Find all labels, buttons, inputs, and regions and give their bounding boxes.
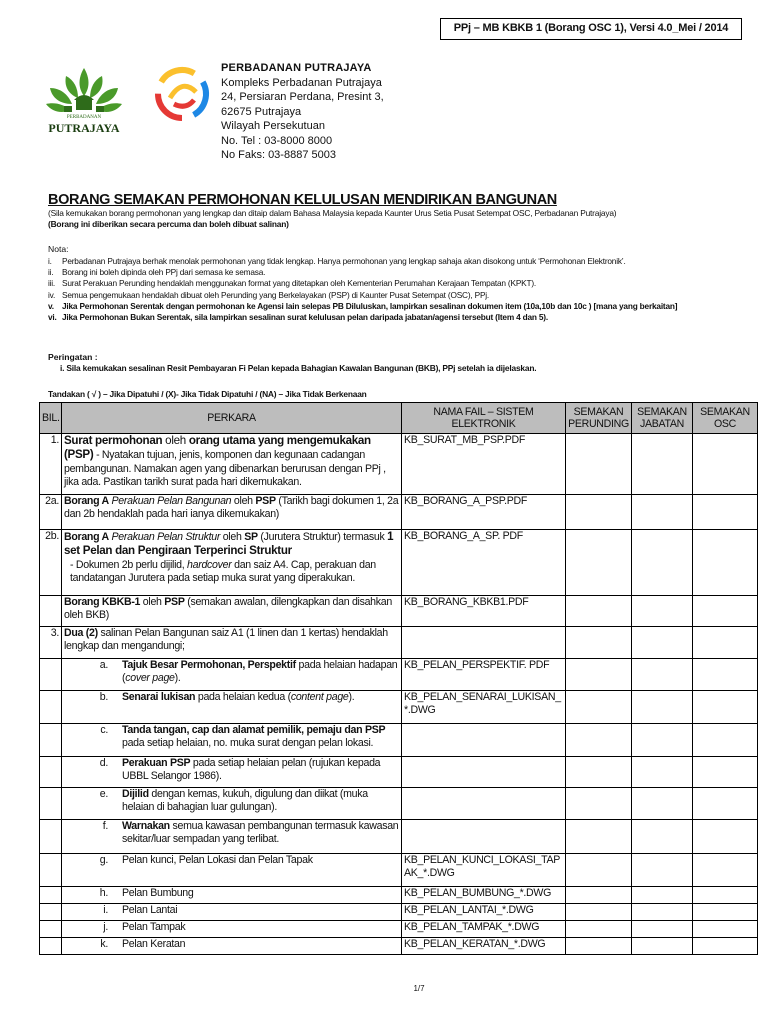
check-jabatan-cell[interactable] (632, 854, 693, 887)
table-row (40, 596, 758, 627)
org-line3: 62675 Putrajaya (221, 105, 302, 118)
row-description: j. Pelan Tampak (62, 921, 402, 938)
check-perunding-cell[interactable] (566, 691, 632, 724)
table-row (40, 434, 758, 495)
osc-logo-icon (152, 64, 212, 124)
row-file-name: KB_BORANG_A_PSP.PDF (402, 495, 566, 530)
row-number (40, 938, 62, 955)
check-perunding-cell[interactable] (566, 659, 632, 691)
row-number: 1. (40, 434, 62, 495)
check-perunding-cell[interactable] (566, 788, 632, 820)
table-row (40, 788, 758, 820)
table-row (40, 530, 758, 596)
form-title: BORANG SEMAKAN PERMOHONAN KELULUSAN MENDIRIKAN BANGUNAN (48, 192, 557, 208)
row-file-name: KB_PELAN_TAMPAK_*.DWG (402, 921, 566, 938)
org-line4: Wilayah Persekutuan (221, 120, 325, 132)
org-line1: Kompleks Perbadanan Putrajaya (221, 76, 382, 89)
check-jabatan-cell[interactable] (632, 724, 693, 757)
row-file-name (402, 820, 566, 854)
row-file-name (402, 788, 566, 820)
row-number (40, 820, 62, 854)
form-code-box (440, 18, 742, 40)
header-nama-fail: NAMA FAIL – SISTEM ELEKTRONIK (402, 403, 566, 434)
row-file-name (402, 627, 566, 659)
header-bil: BIL. (40, 403, 62, 434)
row-number (40, 788, 62, 820)
row-file-name: KB_PELAN_LANTAI_*.DWG (402, 904, 566, 921)
form-code: PPj – MB KBKB 1 (Borang OSC 1), Versi 4.0_Mei / 2014 (453, 22, 729, 34)
org-fax: No Faks: 03-8887 5003 (221, 149, 336, 161)
table-row (40, 724, 758, 757)
check-perunding-cell[interactable] (566, 530, 632, 596)
organization-address (221, 61, 384, 163)
org-name: PERBADANAN PUTRAJAYA (221, 62, 372, 74)
org-line2: 24, Persiaran Perdana, Presint 3, (221, 91, 384, 103)
check-jabatan-cell[interactable] (632, 921, 693, 938)
check-osc-cell[interactable] (693, 820, 758, 854)
check-osc-cell[interactable] (693, 854, 758, 887)
table-row (40, 757, 758, 788)
row-number (40, 904, 62, 921)
check-perunding-cell[interactable] (566, 820, 632, 854)
check-perunding-cell[interactable] (566, 757, 632, 788)
row-description: k. Pelan Keratan (62, 938, 402, 955)
form-subtitle-instructions: (Sila kemukakan borang permohonan yang lengkap dan ditaip dalam Bahasa Malaysia kepada Kaunter Urus Setia Pusat Setempat OSC, Perbadanan Putrajaya) (48, 208, 617, 218)
check-jabatan-cell[interactable] (632, 691, 693, 724)
row-file-name: KB_PELAN_PERSPEKTIF. PDF (402, 659, 566, 691)
check-perunding-cell[interactable] (566, 627, 632, 659)
row-description: b. Senarai lukisan pada helaian kedua (content page). (62, 691, 402, 724)
header-semakan-jabatan: SEMAKAN JABATAN (632, 403, 693, 434)
check-perunding-cell[interactable] (566, 495, 632, 530)
nota-item: iii. Surat Perakuan Perunding hendaklah menggunakan format yang ditetapkan oleh Kementerian Perumahan Kerajaan Tempatan (KPKT). (48, 278, 537, 289)
table-row (40, 938, 758, 955)
peringatan-item: i. Sila kemukakan sesalinan Resit Pembayaran Fi Pelan kepada Bahagian Kawalan Bangunan (BKB), PPj setelah ia dijelaskan. (60, 363, 537, 373)
row-file-name: KB_BORANG_KBKB1.PDF (402, 596, 566, 627)
row-number (40, 921, 62, 938)
row-number: 3. (40, 627, 62, 659)
row-file-name: KB_PELAN_KERATAN_*.DWG (402, 938, 566, 955)
table-row (40, 904, 758, 921)
check-osc-cell[interactable] (693, 788, 758, 820)
check-perunding-cell[interactable] (566, 938, 632, 955)
check-osc-cell[interactable] (693, 530, 758, 596)
check-jabatan-cell[interactable] (632, 627, 693, 659)
check-perunding-cell[interactable] (566, 596, 632, 627)
row-description: a. Tajuk Besar Permohonan, Perspektif pada helaian hadapan (cover page). (62, 659, 402, 691)
row-description: g. Pelan kunci, Pelan Lokasi dan Pelan Tapak (62, 854, 402, 887)
table-row (40, 495, 758, 530)
row-number (40, 691, 62, 724)
table-row (40, 691, 758, 724)
check-jabatan-cell[interactable] (632, 659, 693, 691)
check-osc-cell[interactable] (693, 904, 758, 921)
table-row (40, 854, 758, 887)
row-description: e. Dijilid dengan kemas, kukuh, digulung dan diikat (muka helaian di bahagian luar gulungan). (62, 788, 402, 820)
row-number (40, 596, 62, 627)
nota-item: iv. Semua pengemukaan hendaklah dibuat oleh Perunding yang Berkelayakan (PSP) di Kaunter Pusat Setempat (OSC), PPj. (48, 289, 490, 300)
nota-item: v. Jika Permohonan Serentak dengan permohonan ke Agensi lain selepas PB Diluluskan, lampirkan sesalinan dokumen item (10a,10b dan 10c ) [mana yang berkaitan] (48, 300, 678, 311)
check-osc-cell[interactable] (693, 757, 758, 788)
row-description: c. Tanda tangan, cap dan alamat pemilik, pemaju dan PSP pada setiap helaian, no. muka surat dengan pelan lokasi. (62, 724, 402, 757)
row-number (40, 757, 62, 788)
check-jabatan-cell[interactable] (632, 904, 693, 921)
check-osc-cell[interactable] (693, 887, 758, 904)
row-number (40, 659, 62, 691)
row-number: 2b. (40, 530, 62, 596)
row-file-name: KB_SURAT_MB_PSP.PDF (402, 434, 566, 495)
table-row (40, 820, 758, 854)
check-osc-cell[interactable] (693, 596, 758, 627)
check-perunding-cell[interactable] (566, 887, 632, 904)
table-row (40, 627, 758, 659)
check-osc-cell[interactable] (693, 691, 758, 724)
check-jabatan-cell[interactable] (632, 938, 693, 955)
row-description: Borang A Perakuan Pelan Bangunan oleh PSP (Tarikh bagi dokumen 1, 2a dan 2b hendaklah pada hari ianya dikemukakan) (62, 495, 402, 530)
check-osc-cell[interactable] (693, 659, 758, 691)
row-description: i. Pelan Lantai (62, 904, 402, 921)
nota-item: ii. Borang ini boleh dipinda oleh PPj dari semasa ke semasa. (48, 267, 266, 278)
page-number: 1/7 (413, 984, 425, 993)
nota-list (48, 256, 748, 323)
check-osc-cell[interactable] (693, 627, 758, 659)
table-header-row (40, 403, 758, 434)
check-perunding-cell[interactable] (566, 921, 632, 938)
org-tel: No. Tel : 03-8000 8000 (221, 134, 333, 147)
form-subtitle-free: (Borang ini diberikan secara percuma dan boleh dibuat salinan) (48, 219, 289, 229)
peringatan-label: Peringatan : (48, 352, 98, 362)
table-row (40, 887, 758, 904)
check-jabatan-cell[interactable] (632, 530, 693, 596)
nota-item: i. Perbadanan Putrajaya berhak menolak permohonan yang tidak lengkap. Hanya permohonan yang lengkap sahaja akan disokong untuk ‘Permohonan Elektronik’. (48, 256, 626, 266)
row-description: Borang KBKB-1 oleh PSP (semakan awalan, dilengkapkan dan disahkan oleh BKB) (62, 596, 402, 627)
check-osc-cell[interactable] (693, 724, 758, 757)
row-description: h. Pelan Bumbung (62, 887, 402, 904)
check-jabatan-cell[interactable] (632, 757, 693, 788)
header-semakan-perunding: SEMAKAN PERUNDING (566, 403, 632, 434)
row-number: 2a. (40, 495, 62, 530)
check-jabatan-cell[interactable] (632, 820, 693, 854)
marking-legend: Tandakan ( √ ) – Jika Dipatuhi / (X)- Jika Tidak Dipatuhi / (NA) – Jika Tidak Berkenaan (48, 389, 367, 399)
header-perkara: PERKARA (62, 403, 402, 434)
checklist-table (39, 402, 758, 955)
row-file-name: KB_PELAN_SENARAI_LUKISAN_*.DWG (402, 691, 566, 724)
nota-item: vi. Jika Permohonan Bukan Serentak, sila lampirkan sesalinan surat kelulusan pelan daripada jabatan/agensi tersebut (Item 4 dan 5). (48, 312, 548, 323)
nota-label: Nota: (48, 244, 69, 254)
row-file-name (402, 757, 566, 788)
check-jabatan-cell[interactable] (632, 788, 693, 820)
row-description: d. Perakuan PSP pada setiap helaian pelan (rujukan kepada UBBL Selangor 1986). (62, 757, 402, 788)
check-osc-cell[interactable] (693, 495, 758, 530)
check-jabatan-cell[interactable] (632, 887, 693, 904)
row-number (40, 887, 62, 904)
check-perunding-cell[interactable] (566, 434, 632, 495)
table-row (40, 659, 758, 691)
row-file-name (402, 724, 566, 757)
row-file-name: KB_PELAN_BUMBUNG_*.DWG (402, 887, 566, 904)
row-description: Dua (2) salinan Pelan Bangunan saiz A1 (1 linen dan 1 kertas) hendaklah lengkap dan mengandungi; (62, 627, 402, 659)
check-jabatan-cell[interactable] (632, 434, 693, 495)
check-jabatan-cell[interactable] (632, 596, 693, 627)
check-jabatan-cell[interactable] (632, 495, 693, 530)
table-row (40, 921, 758, 938)
header-semakan-osc: SEMAKAN OSC (693, 403, 758, 434)
check-perunding-cell[interactable] (566, 724, 632, 757)
check-perunding-cell[interactable] (566, 854, 632, 887)
logo-small-text: PERBADANAN (66, 115, 102, 120)
check-perunding-cell[interactable] (566, 904, 632, 921)
row-number (40, 854, 62, 887)
logo-main-text: PUTRAJAYA (48, 121, 120, 135)
row-description: f. Warnakan semua kawasan pembangunan termasuk kawasan sekitar/luar sempadan yang terlibat. (62, 820, 402, 854)
row-description: Borang A Perakuan Pelan Struktur oleh SP (Jurutera Struktur) termasuk 1 set Pelan dan Pengiraan Terperinci Struktur - Dokumen 2b perlu dijilid, hardcover dan saiz A4. Cap, perakuan dan tandatangan Jurutera pada setiap muka surat yang diperakukan. (62, 530, 402, 596)
check-osc-cell[interactable] (693, 434, 758, 495)
check-osc-cell[interactable] (693, 921, 758, 938)
row-file-name: KB_BORANG_A_SP. PDF (402, 530, 566, 596)
row-file-name: KB_PELAN_KUNCI_LOKASI_TAPAK_*.DWG (402, 854, 566, 887)
check-osc-cell[interactable] (693, 938, 758, 955)
row-number (40, 724, 62, 757)
row-description: Surat permohonan oleh orang utama yang mengemukakan (PSP) - Nyatakan tujuan, jenis, komponen dan kegunaan cadangan pembangunan. Namakan agen yang dibenarkan berurusan dengan PPj , jika ada. Pastikan tarikh surat pada hari dikemukakan. (62, 434, 402, 495)
